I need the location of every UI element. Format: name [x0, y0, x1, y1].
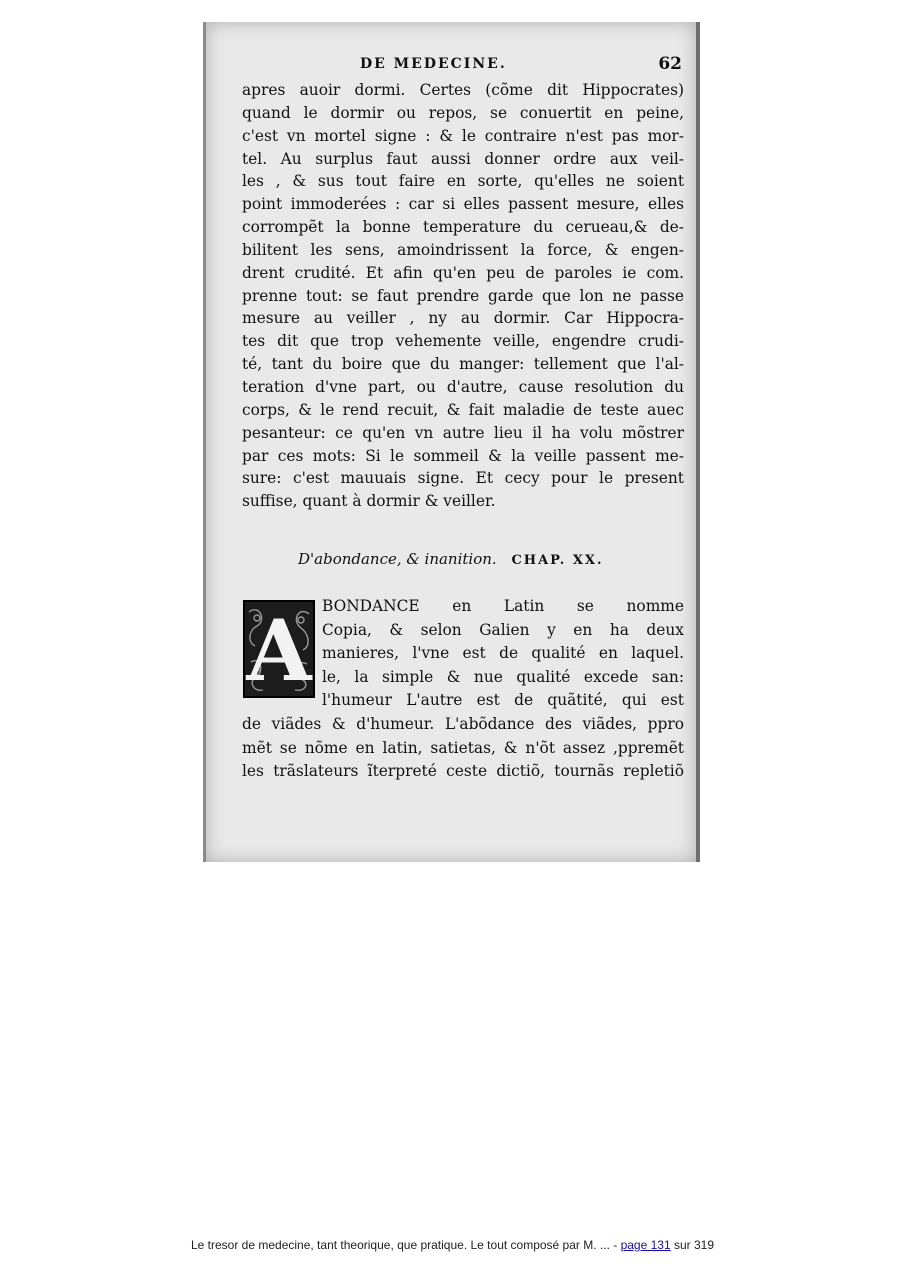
text-line: corrompẽt la bonne temperature du cerueau,& de- [242, 218, 684, 237]
text-line: par ces mots: Si le sommeil & la veille passent me- [242, 446, 684, 465]
page-header [206, 56, 696, 76]
text-line: corps, & le rend recuit, & fait maladie de teste auec [242, 400, 684, 419]
footer-total: sur 319 [670, 1238, 714, 1252]
text-line: tel. Au surplus faut aussi donner ordre aux veil- [242, 149, 684, 168]
text-line: mẽt se nõme en latin, satietas, & n'õt assez ,ppremẽt [242, 738, 684, 757]
chapter-text-beside-initial [322, 595, 684, 713]
text-line: teration d'vne part, ou d'autre, cause resolution du [242, 377, 684, 396]
running-head: DE MEDECINE. [360, 56, 507, 72]
text-line: prenne tout: se faut prendre garde que lon ne passe [242, 286, 684, 305]
text-line: le, la simple & nue qualité excede san: [322, 667, 684, 686]
chapter-number: CHAP. XX. [511, 553, 604, 568]
text-line: quand le dormir ou repos, se conuertit en peine, [242, 103, 684, 122]
text-line: sure: c'est mauuais signe. Et cecy pour le present [242, 469, 684, 488]
text-line: bilitent les sens, amoindrissent la force, & engen- [242, 240, 684, 259]
text-line: mesure au veiller , ny au dormir. Car Hippocra- [242, 309, 684, 328]
text-line: BONDANCE en Latin se nomme [322, 597, 684, 615]
text-line: de viãdes & d'humeur. L'abõdance des viãdes, ppro [242, 715, 684, 733]
text-line: l'humeur L'autre est de quãtité, qui est [322, 691, 684, 710]
dropcap-letter: A [246, 601, 312, 698]
footer-text: Le tresor de medecine, tant theorique, que pratique. Le tout composé par M. ... - [190, 1238, 621, 1252]
text-line: Copia, & selon Galien y en ha deux [322, 620, 684, 639]
text-line: les trãslateurs ĩterpreté ceste dictiõ, tournãs repletiõ [242, 762, 684, 781]
text-line: manieres, l'vne est de qualité en laquel. [322, 644, 684, 663]
chapter-text [242, 713, 684, 784]
text-line: les , & sus tout faire en sorte, qu'elles ne soient [242, 172, 684, 191]
text-line: c'est vn mortel signe : & le contraire n'est pas mor- [242, 126, 684, 145]
text-line: té, tant du boire que du manger: tellement que l'al- [242, 355, 684, 374]
text-line: pesanteur: ce qu'en vn autre lieu il ha volu mõstrer [242, 423, 684, 442]
footer-caption [0, 1238, 905, 1252]
text-line: suffise, quant à dormir & veiller. [242, 492, 496, 511]
decorated-initial [243, 600, 315, 698]
text-line: tes dit que trop vehemente veille, engendre crudi- [242, 332, 684, 351]
page-number: 62 [658, 54, 682, 74]
chapter-title: D'abondance, & inanition. [298, 550, 497, 568]
page-link[interactable]: page 131 [620, 1238, 671, 1252]
chapter-heading [298, 550, 676, 568]
text-line: point immoderées : car si elles passent mesure, elles [242, 195, 684, 214]
body-text [242, 79, 684, 513]
scanned-page [203, 22, 700, 862]
text-line: apres auoir dormi. Certes (cõme dit Hippocrates) [242, 81, 684, 99]
text-line: drent crudité. Et afin qu'en peu de paroles ie com. [242, 263, 684, 282]
